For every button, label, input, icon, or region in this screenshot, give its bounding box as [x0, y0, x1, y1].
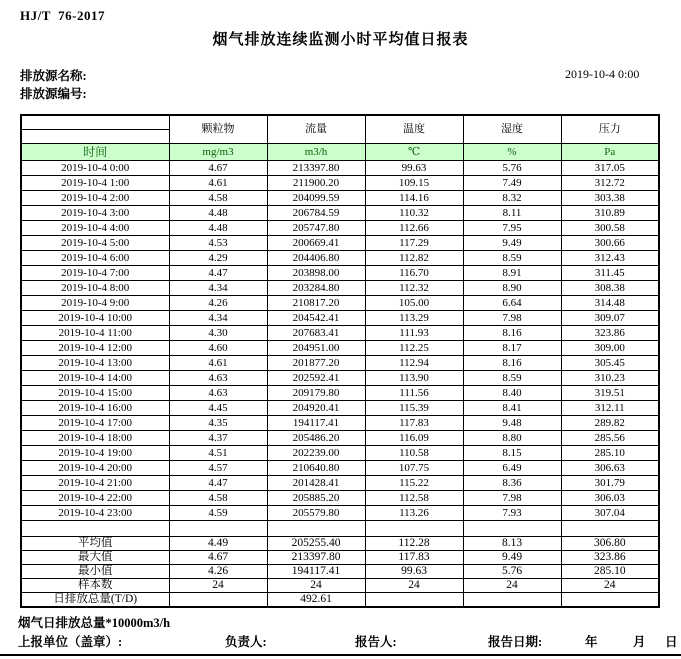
- blank-cell: [365, 521, 463, 537]
- header-blank-top-cell: [21, 115, 169, 130]
- value-cell: 8.15: [463, 446, 561, 461]
- time-cell: 2019-10-4 23:00: [21, 506, 169, 521]
- value-cell: 8.90: [463, 281, 561, 296]
- blank-cell: [21, 521, 169, 537]
- summary-value-cell: 492.61: [267, 593, 365, 608]
- summary-value-cell: 285.10: [561, 565, 659, 579]
- value-cell: 4.48: [169, 206, 267, 221]
- summary-label-cell: 最大值: [21, 551, 169, 565]
- summary-value-cell: 24: [463, 579, 561, 593]
- value-cell: 4.63: [169, 371, 267, 386]
- time-header: 时间: [21, 144, 169, 161]
- value-cell: 109.15: [365, 176, 463, 191]
- summary-value-cell: 5.76: [463, 565, 561, 579]
- hourly-row: [21, 191, 659, 206]
- day-label: 日: [665, 635, 678, 649]
- value-cell: 4.63: [169, 386, 267, 401]
- report-table: [20, 114, 660, 608]
- value-cell: 312.72: [561, 176, 659, 191]
- value-cell: 205579.80: [267, 506, 365, 521]
- value-cell: 115.39: [365, 401, 463, 416]
- summary-label-cell: 日排放总量(T/D): [21, 593, 169, 608]
- unit-flow: m3/h: [267, 144, 365, 161]
- value-cell: 5.76: [463, 161, 561, 176]
- value-cell: 8.17: [463, 341, 561, 356]
- value-cell: 306.63: [561, 461, 659, 476]
- value-cell: 112.25: [365, 341, 463, 356]
- value-cell: 4.29: [169, 251, 267, 266]
- value-cell: 115.22: [365, 476, 463, 491]
- time-cell: 2019-10-4 20:00: [21, 461, 169, 476]
- value-cell: 200669.41: [267, 236, 365, 251]
- value-cell: 8.80: [463, 431, 561, 446]
- hourly-row: [21, 176, 659, 191]
- summary-row: [21, 565, 659, 579]
- value-cell: 203898.00: [267, 266, 365, 281]
- hourly-row: [21, 266, 659, 281]
- value-cell: 201428.41: [267, 476, 365, 491]
- value-cell: 4.37: [169, 431, 267, 446]
- value-cell: 107.75: [365, 461, 463, 476]
- summary-row: [21, 593, 659, 608]
- value-cell: 116.70: [365, 266, 463, 281]
- value-cell: 285.10: [561, 446, 659, 461]
- hourly-row: [21, 461, 659, 476]
- summary-value-cell: [463, 593, 561, 608]
- header-blank-bottom-cell: [21, 130, 169, 144]
- summary-value-cell: 4.67: [169, 551, 267, 565]
- value-cell: 7.98: [463, 491, 561, 506]
- hourly-row: [21, 296, 659, 311]
- summary-value-cell: 213397.80: [267, 551, 365, 565]
- value-cell: 205747.80: [267, 221, 365, 236]
- time-cell: 2019-10-4 6:00: [21, 251, 169, 266]
- time-cell: 2019-10-4 5:00: [21, 236, 169, 251]
- value-cell: 7.95: [463, 221, 561, 236]
- report-datetime: 2019-10-4 0:00: [565, 67, 640, 81]
- value-cell: 312.43: [561, 251, 659, 266]
- summary-label-cell: 平均值: [21, 537, 169, 551]
- value-cell: 8.16: [463, 356, 561, 371]
- value-cell: 206784.59: [267, 206, 365, 221]
- value-cell: 317.05: [561, 161, 659, 176]
- hourly-row: [21, 326, 659, 341]
- blank-cell: [463, 521, 561, 537]
- value-cell: 4.67: [169, 161, 267, 176]
- time-cell: 2019-10-4 16:00: [21, 401, 169, 416]
- hourly-row: [21, 446, 659, 461]
- value-cell: 4.48: [169, 221, 267, 236]
- value-cell: 289.82: [561, 416, 659, 431]
- value-cell: 9.48: [463, 416, 561, 431]
- value-cell: 8.59: [463, 371, 561, 386]
- value-cell: 111.56: [365, 386, 463, 401]
- value-cell: 309.07: [561, 311, 659, 326]
- standard-code: HJ/T 76-2017: [20, 8, 105, 23]
- hourly-row: [21, 506, 659, 521]
- summary-value-cell: 4.26: [169, 565, 267, 579]
- time-cell: 2019-10-4 1:00: [21, 176, 169, 191]
- value-cell: 112.58: [365, 491, 463, 506]
- summary-value-cell: 24: [267, 579, 365, 593]
- value-cell: 323.86: [561, 326, 659, 341]
- summary-value-cell: 117.83: [365, 551, 463, 565]
- value-cell: 213397.80: [267, 161, 365, 176]
- col-header-humidity: 湿度: [463, 115, 561, 144]
- value-cell: 9.49: [463, 236, 561, 251]
- hourly-row: [21, 491, 659, 506]
- summary-value-cell: 306.80: [561, 537, 659, 551]
- value-cell: 112.94: [365, 356, 463, 371]
- time-cell: 2019-10-4 17:00: [21, 416, 169, 431]
- time-cell: 2019-10-4 4:00: [21, 221, 169, 236]
- value-cell: 116.09: [365, 431, 463, 446]
- value-cell: 204099.59: [267, 191, 365, 206]
- value-cell: 319.51: [561, 386, 659, 401]
- value-cell: 309.00: [561, 341, 659, 356]
- value-cell: 300.58: [561, 221, 659, 236]
- time-cell: 2019-10-4 3:00: [21, 206, 169, 221]
- value-cell: 4.60: [169, 341, 267, 356]
- summary-value-cell: 24: [169, 579, 267, 593]
- value-cell: 4.35: [169, 416, 267, 431]
- hourly-row: [21, 311, 659, 326]
- col-header-particulate: 颗粒物: [169, 115, 267, 144]
- value-cell: 6.49: [463, 461, 561, 476]
- value-cell: 4.47: [169, 266, 267, 281]
- value-cell: 8.11: [463, 206, 561, 221]
- time-cell: 2019-10-4 8:00: [21, 281, 169, 296]
- value-cell: 201877.20: [267, 356, 365, 371]
- value-cell: 8.91: [463, 266, 561, 281]
- value-cell: 312.11: [561, 401, 659, 416]
- time-cell: 2019-10-4 15:00: [21, 386, 169, 401]
- value-cell: 202592.41: [267, 371, 365, 386]
- time-cell: 2019-10-4 2:00: [21, 191, 169, 206]
- time-cell: 2019-10-4 11:00: [21, 326, 169, 341]
- value-cell: 311.45: [561, 266, 659, 281]
- summary-value-cell: 8.13: [463, 537, 561, 551]
- value-cell: 306.03: [561, 491, 659, 506]
- summary-label-cell: 最小值: [21, 565, 169, 579]
- value-cell: 7.93: [463, 506, 561, 521]
- value-cell: 111.93: [365, 326, 463, 341]
- value-cell: 4.53: [169, 236, 267, 251]
- summary-value-cell: 24: [561, 579, 659, 593]
- value-cell: 204406.80: [267, 251, 365, 266]
- value-cell: 4.61: [169, 356, 267, 371]
- hourly-row: [21, 356, 659, 371]
- col-header-pressure: 压力: [561, 115, 659, 144]
- value-cell: 4.59: [169, 506, 267, 521]
- reporting-unit-label: 上报单位（盖章）:: [18, 635, 123, 649]
- time-cell: 2019-10-4 21:00: [21, 476, 169, 491]
- summary-row: [21, 551, 659, 565]
- hourly-row: [21, 431, 659, 446]
- hourly-row: [21, 341, 659, 356]
- value-cell: 105.00: [365, 296, 463, 311]
- time-cell: 2019-10-4 10:00: [21, 311, 169, 326]
- blank-cell: [267, 521, 365, 537]
- summary-value-cell: 205255.40: [267, 537, 365, 551]
- value-cell: 113.90: [365, 371, 463, 386]
- hourly-row: [21, 251, 659, 266]
- summary-value-cell: 24: [365, 579, 463, 593]
- time-cell: 2019-10-4 0:00: [21, 161, 169, 176]
- summary-row: [21, 537, 659, 551]
- value-cell: 205885.20: [267, 491, 365, 506]
- summary-value-cell: [561, 593, 659, 608]
- value-cell: 113.26: [365, 506, 463, 521]
- hourly-row: [21, 206, 659, 221]
- separator-row: [21, 521, 659, 537]
- hourly-row: [21, 161, 659, 176]
- value-cell: 4.45: [169, 401, 267, 416]
- unit-header-row: [21, 144, 659, 161]
- value-cell: 4.34: [169, 281, 267, 296]
- value-cell: 7.98: [463, 311, 561, 326]
- page-title: 烟气排放连续监测小时平均值日报表: [212, 32, 469, 48]
- value-cell: 4.30: [169, 326, 267, 341]
- hourly-row: [21, 476, 659, 491]
- time-cell: 2019-10-4 7:00: [21, 266, 169, 281]
- value-cell: 4.34: [169, 311, 267, 326]
- value-cell: 203284.80: [267, 281, 365, 296]
- value-cell: 310.23: [561, 371, 659, 386]
- hourly-row: [21, 401, 659, 416]
- hourly-row: [21, 371, 659, 386]
- hourly-row: [21, 221, 659, 236]
- footer-signature-line: [0, 632, 681, 650]
- summary-label-cell: 样本数: [21, 579, 169, 593]
- value-cell: 303.38: [561, 191, 659, 206]
- value-cell: 205486.20: [267, 431, 365, 446]
- summary-value-cell: [169, 593, 267, 608]
- value-cell: 285.56: [561, 431, 659, 446]
- value-cell: 204951.00: [267, 341, 365, 356]
- value-cell: 117.83: [365, 416, 463, 431]
- value-cell: 8.59: [463, 251, 561, 266]
- value-cell: 204542.41: [267, 311, 365, 326]
- time-cell: 2019-10-4 22:00: [21, 491, 169, 506]
- value-cell: 300.66: [561, 236, 659, 251]
- source-id-label: 排放源编号:: [20, 87, 87, 101]
- summary-value-cell: 194117.41: [267, 565, 365, 579]
- time-cell: 2019-10-4 14:00: [21, 371, 169, 386]
- report-date-label: 报告日期:: [488, 635, 543, 649]
- footer-note: 烟气日排放总量*10000m3/h: [18, 616, 171, 630]
- value-cell: 310.89: [561, 206, 659, 221]
- value-cell: 210640.80: [267, 461, 365, 476]
- value-cell: 112.82: [365, 251, 463, 266]
- summary-value-cell: 4.49: [169, 537, 267, 551]
- value-cell: 202239.00: [267, 446, 365, 461]
- value-cell: 8.36: [463, 476, 561, 491]
- value-cell: 7.49: [463, 176, 561, 191]
- value-cell: 112.66: [365, 221, 463, 236]
- value-cell: 4.47: [169, 476, 267, 491]
- blank-cell: [169, 521, 267, 537]
- summary-value-cell: 99.63: [365, 565, 463, 579]
- header-row-top: [21, 115, 659, 130]
- time-cell: 2019-10-4 13:00: [21, 356, 169, 371]
- blank-cell: [561, 521, 659, 537]
- year-label: 年: [585, 635, 598, 649]
- source-name-label: 排放源名称:: [20, 69, 87, 83]
- value-cell: 117.29: [365, 236, 463, 251]
- value-cell: 110.32: [365, 206, 463, 221]
- value-cell: 207683.41: [267, 326, 365, 341]
- summary-value-cell: [365, 593, 463, 608]
- hourly-row: [21, 386, 659, 401]
- value-cell: 194117.41: [267, 416, 365, 431]
- value-cell: 211900.20: [267, 176, 365, 191]
- value-cell: 8.40: [463, 386, 561, 401]
- responsible-person-label: 负责人:: [225, 635, 267, 649]
- col-header-flow: 流量: [267, 115, 365, 144]
- time-cell: 2019-10-4 12:00: [21, 341, 169, 356]
- time-cell: 2019-10-4 19:00: [21, 446, 169, 461]
- value-cell: 4.51: [169, 446, 267, 461]
- value-cell: 210817.20: [267, 296, 365, 311]
- value-cell: 314.48: [561, 296, 659, 311]
- value-cell: 99.63: [365, 161, 463, 176]
- value-cell: 4.58: [169, 191, 267, 206]
- unit-temperature: ℃: [365, 144, 463, 161]
- hourly-row: [21, 416, 659, 431]
- reporter-label: 报告人:: [355, 635, 397, 649]
- unit-pressure: Pa: [561, 144, 659, 161]
- value-cell: 204920.41: [267, 401, 365, 416]
- unit-particulate: mg/m3: [169, 144, 267, 161]
- value-cell: 301.79: [561, 476, 659, 491]
- value-cell: 209179.80: [267, 386, 365, 401]
- value-cell: 110.58: [365, 446, 463, 461]
- time-cell: 2019-10-4 9:00: [21, 296, 169, 311]
- value-cell: 305.45: [561, 356, 659, 371]
- summary-row: [21, 579, 659, 593]
- col-header-temperature: 温度: [365, 115, 463, 144]
- unit-humidity: %: [463, 144, 561, 161]
- value-cell: 4.58: [169, 491, 267, 506]
- time-cell: 2019-10-4 18:00: [21, 431, 169, 446]
- value-cell: 113.29: [365, 311, 463, 326]
- value-cell: 4.26: [169, 296, 267, 311]
- month-label: 月: [633, 635, 646, 649]
- hourly-row: [21, 236, 659, 251]
- report-table-body: [21, 115, 659, 607]
- summary-value-cell: 323.86: [561, 551, 659, 565]
- value-cell: 114.16: [365, 191, 463, 206]
- hourly-row: [21, 281, 659, 296]
- value-cell: 8.41: [463, 401, 561, 416]
- value-cell: 8.16: [463, 326, 561, 341]
- value-cell: 8.32: [463, 191, 561, 206]
- bottom-rule: [0, 654, 681, 656]
- value-cell: 112.32: [365, 281, 463, 296]
- summary-value-cell: 9.49: [463, 551, 561, 565]
- value-cell: 4.61: [169, 176, 267, 191]
- value-cell: 4.57: [169, 461, 267, 476]
- value-cell: 308.38: [561, 281, 659, 296]
- value-cell: 307.04: [561, 506, 659, 521]
- value-cell: 6.64: [463, 296, 561, 311]
- summary-value-cell: 112.28: [365, 537, 463, 551]
